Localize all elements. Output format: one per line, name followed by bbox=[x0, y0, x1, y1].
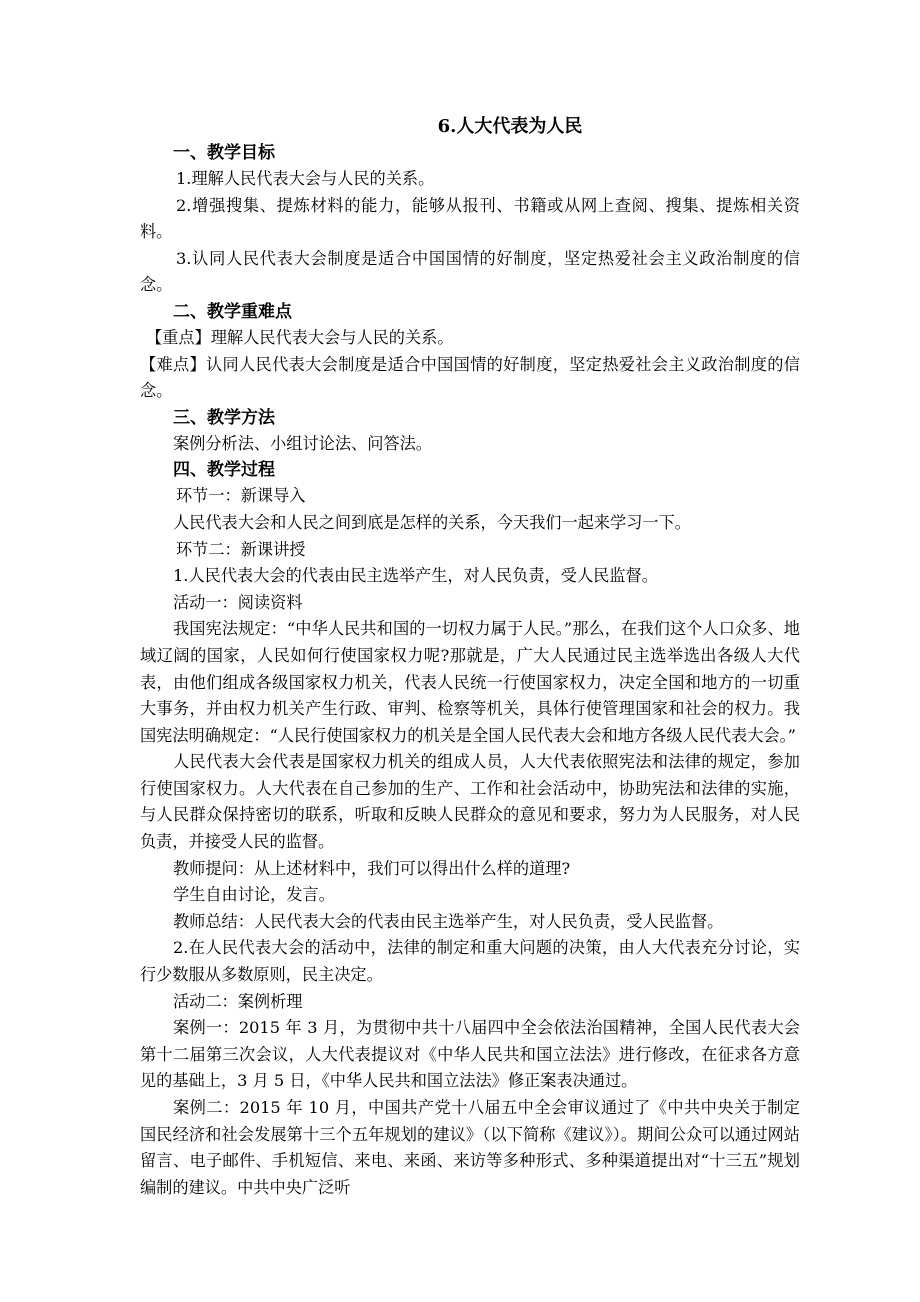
section-heading: 二、教学重难点 bbox=[173, 301, 292, 322]
body-paragraph: 人民代表大会和人民之间到底是怎样的关系，今天我们一起来学习一下。 bbox=[173, 512, 691, 532]
section-heading: 三、教学方法 bbox=[173, 407, 275, 428]
section-heading: 一、教学目标 bbox=[173, 143, 275, 163]
section-heading: 四、教学过程 bbox=[173, 460, 275, 481]
body-paragraph: 【重点】理解人民代表大会与人民的关系。 bbox=[146, 327, 454, 347]
document-blocks bbox=[140, 140, 800, 1201]
body-paragraph: 活动二：案例析理 bbox=[173, 991, 303, 1011]
body-paragraph: 3.认同人民代表大会制度是适合中国国情的好制度，坚定热爱社会主义政治制度的信念。 bbox=[140, 248, 800, 295]
document-body bbox=[140, 113, 800, 1201]
body-paragraph: 1.理解人民代表大会与人民的关系。 bbox=[176, 169, 435, 188]
body-paragraph: 人民代表大会代表是国家权力机关的组成人员，人大代表依照宪法和法律的规定，参加行使国家权力。人大代表在自己参加的生产、工作和社会活动中，协助宪法和法律的实施，与人民群众保持密切的联系，听取和反映人民群众的意见和要求，努力为人民服务，对人民负责，并接受人民的监督。 bbox=[140, 752, 800, 852]
body-paragraph: 环节二：新课讲授 bbox=[176, 539, 306, 559]
body-paragraph: 案例一：2015 年 3 月，为贯彻中共十八届四中全会依法治国精神，全国人民代表大会第十二届第三次会议，人大代表提议对《中华人民共和国立法法》进行修改，在征求各方意见的基础上，3 月 5 日，《中华人民共和国立法法》修正案表决通过。 bbox=[140, 1018, 800, 1091]
body-paragraph: 活动一：阅读资料 bbox=[173, 592, 303, 612]
body-paragraph: 案例分析法、小组讨论法、问答法。 bbox=[173, 433, 432, 453]
body-paragraph: 【难点】认同人民代表大会制度是适合中国国情的好制度，坚定热爱社会主义政治制度的信念。 bbox=[140, 354, 800, 401]
page-title: 6.人大代表为人民 bbox=[437, 116, 583, 137]
body-paragraph: 我国宪法规定：“中华人民共和国的一切权力属于人民。”那么，在我们这个人口众多、地域辽阔的国家，人民如何行使国家权力呢?那就是，广大人民通过民主选举选出各级人大代表，由他们组成各级国家权力机关，代表人民统一行使国家权力，决定全国和地方的一切重大事务，并由权力机关产生行政、审判、检察等机关，具体行使管理国家和社会的权力。我国宪法明确规定：“人民行使国家权力的机关是全国人民代表大会和地方各级人民代表大会。” bbox=[140, 619, 800, 745]
body-paragraph: 案例二：2015 年 10 月，中国共产党十八届五中全会审议通过了《中共中央关于制定国民经济和社会发展第十三个五年规划的建议》（以下简称《建议》）。期间公众可以通过网站留言、电子邮件、手机短信、来电、来函、来访等多种形式、多种渠道提出对“十三五”规划编制的建议。中共中央广泛听 bbox=[140, 1098, 800, 1197]
body-paragraph: 2.增强搜集、提炼材料的能力，能够从报刊、书籍或从网上查阅、搜集、提炼相关资料。 bbox=[140, 195, 800, 242]
body-paragraph: 教师提问：从上述材料中，我们可以得出什么样的道理? bbox=[173, 858, 571, 878]
body-paragraph: 学生自由讨论，发言。 bbox=[173, 885, 335, 905]
body-paragraph: 2.在人民代表大会的活动中，法律的制定和重大问题的决策，由人大代表充分讨论，实行少数服从多数原则，民主决定。 bbox=[140, 938, 800, 985]
body-paragraph: 环节一：新课导入 bbox=[176, 486, 306, 506]
body-paragraph: 教师总结：人民代表大会的代表由民主选举产生，对人民负责，受人民监督。 bbox=[173, 911, 724, 931]
body-paragraph: 1.人民代表大会的代表由民主选举产生，对人民负责，受人民监督。 bbox=[173, 566, 658, 586]
